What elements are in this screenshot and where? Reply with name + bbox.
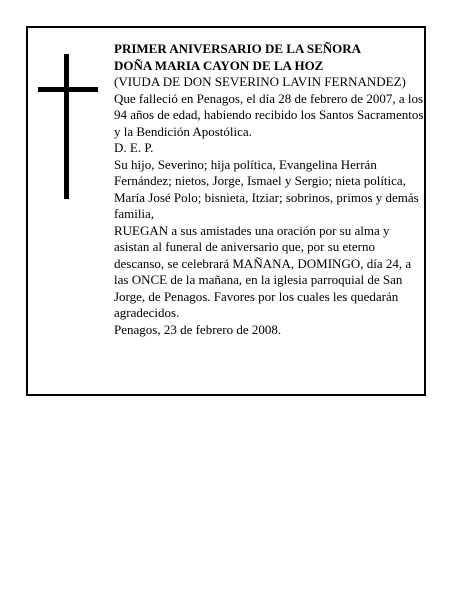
obituary-notice [26,26,426,396]
notice-title-line-2: DOÑA MARIA CAYON DE LA HOZ [114,57,324,73]
death-paragraph: Que falleció en Penagos, el día 28 de febrero de 2007, a los 94 años de edad, habiendo recibido los Santos Sacramentos y la Bendición Apostólica. [114,90,424,139]
place-date-line: Penagos, 23 de febrero de 2008. [114,321,282,337]
notice-title-line-1: PRIMER ANIVERSARIO DE LA SEÑORA [114,41,362,56]
rip-line: D. E. P. [114,140,154,155]
cross-horizontal-bar [38,87,98,92]
latin-cross-icon [38,54,98,199]
notice-text-block [114,41,424,338]
cross-vertical-bar [64,54,69,199]
family-paragraph: Su hijo, Severino; hija política, Evangelina Herrán Fernández; nietos, Jorge, Ismael y Sergio; nieta política, María José Polo; bisnieta, Itziar; sobrinos, primos y demás familia, [114,156,419,221]
notice-subtitle: (VIUDA DE DON SEVERINO LAVIN FERNANDEZ) [114,74,406,89]
request-paragraph: RUEGAN a sus amistades una oración por su alma y asistan al funeral de aniversario que, por su eterno descanso, se celebrará MAÑANA, DOMINGO, día 24, a las ONCE de la mañana, en la iglesia parroquial de San Jorge, de Penagos. Favores por los cuales les quedarán agradecidos. [114,222,412,320]
